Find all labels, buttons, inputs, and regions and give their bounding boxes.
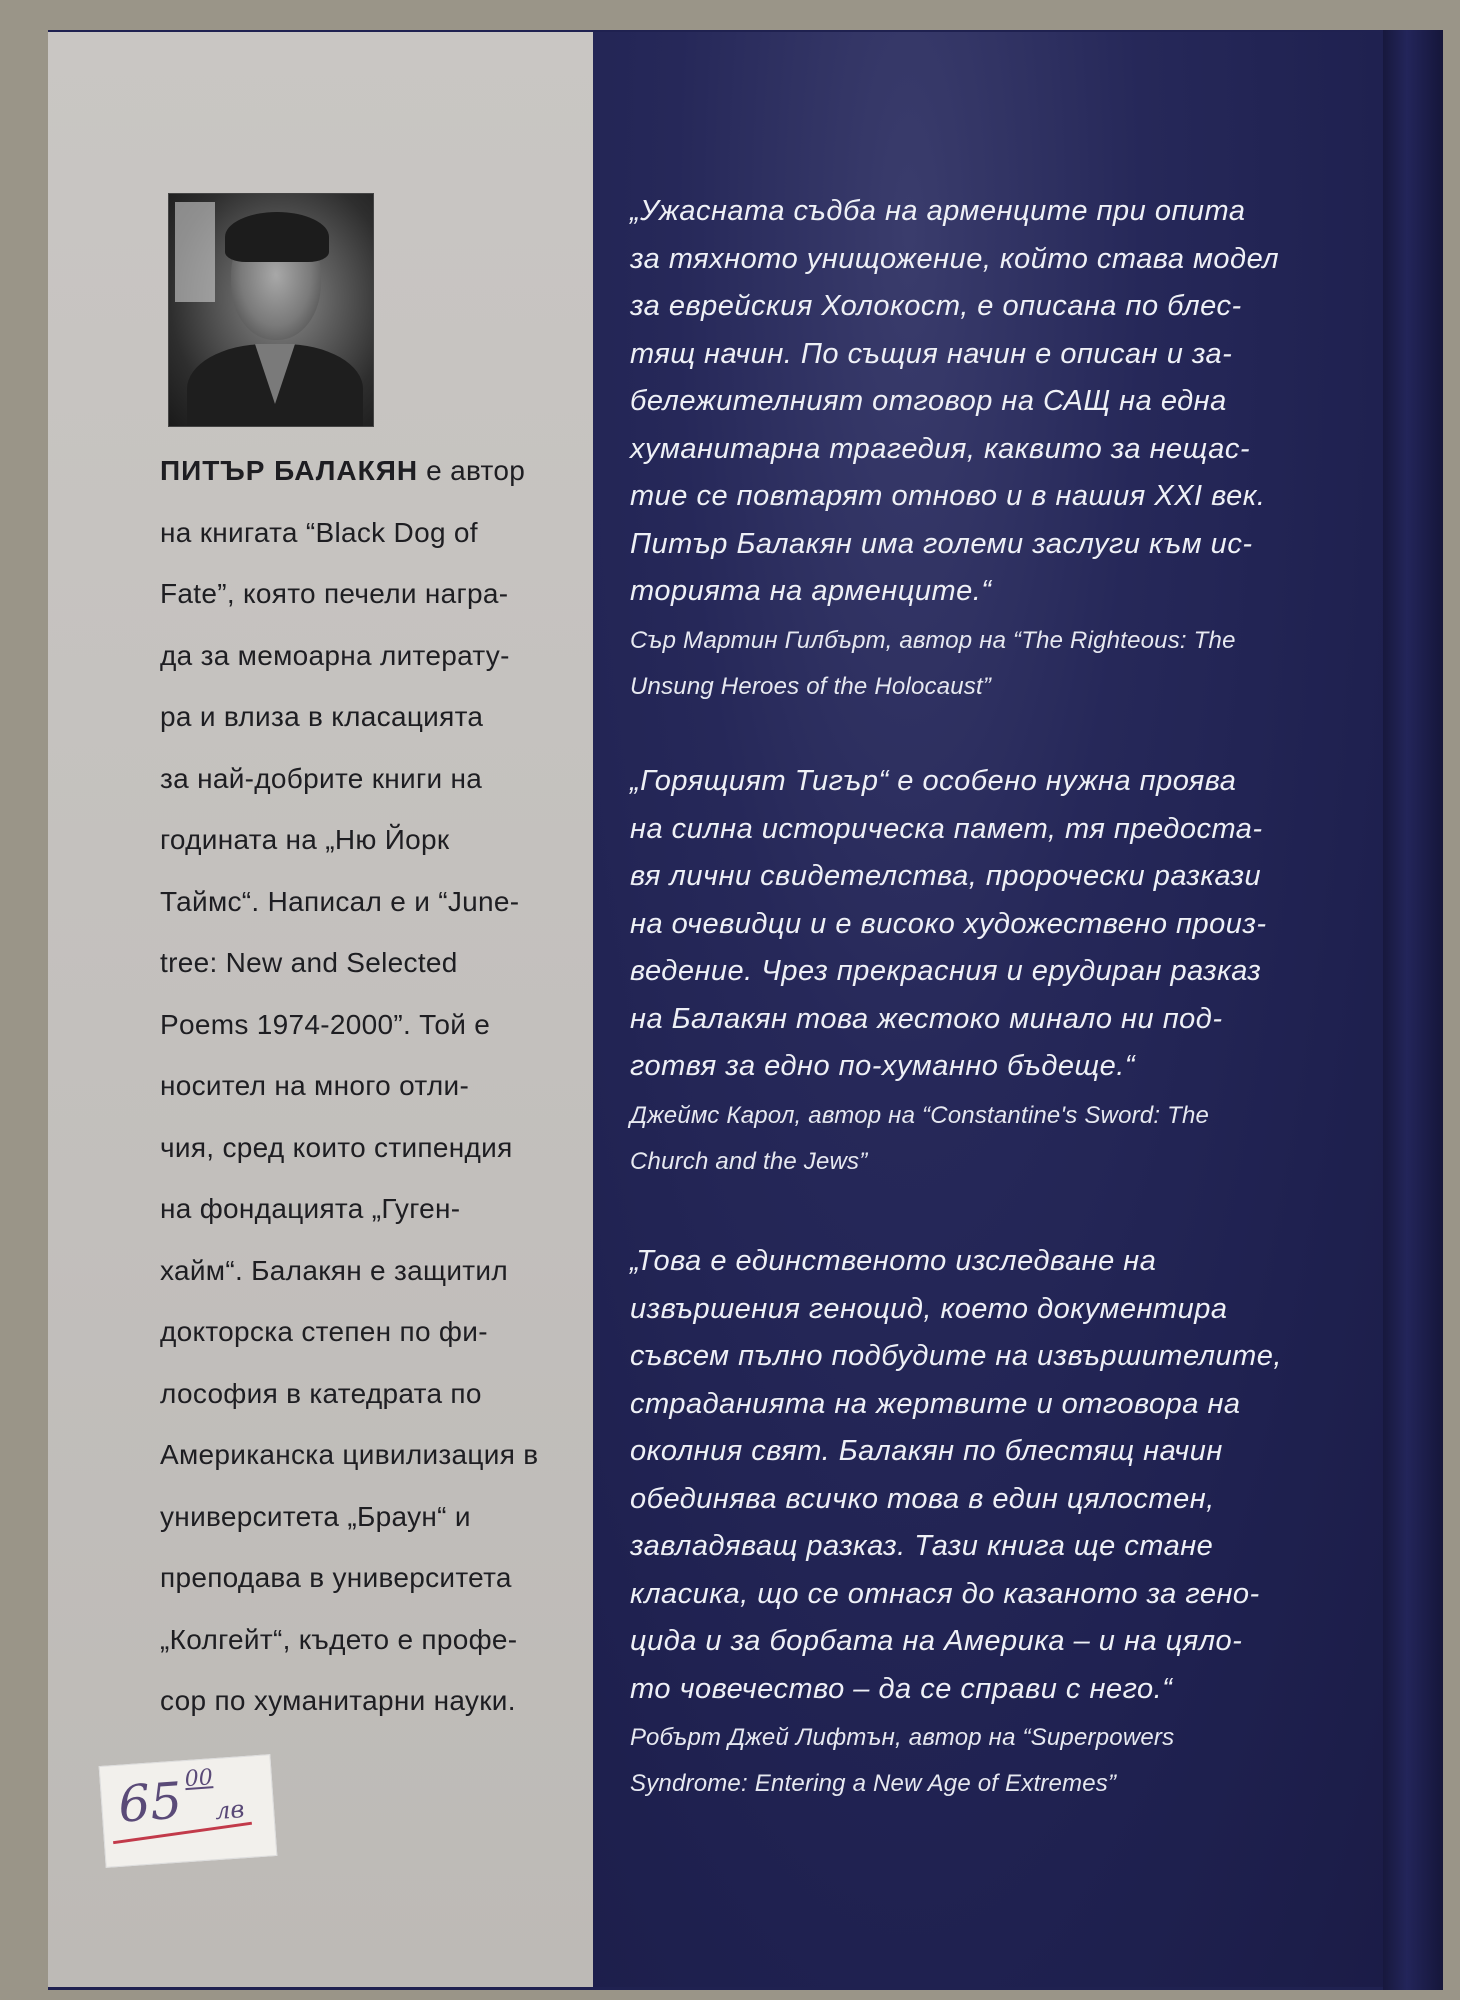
bio-line: докторска степен по фи- xyxy=(160,1316,488,1347)
quote-line: завладяващ разказ. Тази книга ще стане xyxy=(630,1530,1214,1562)
bio-line: на фондацията „Гуген- xyxy=(160,1193,461,1224)
quote-attribution: Syndrome: Entering a New Age of Extremes” xyxy=(630,1770,1117,1797)
book-spine xyxy=(1383,30,1443,1990)
quote-line: тие се повтарят отново и в нашия XXI век. xyxy=(630,480,1266,512)
quote-line: на очевидци и е високо художествено произ- xyxy=(630,907,1267,940)
bio-line: Poems 1974-2000”. Той е xyxy=(160,1008,491,1040)
quote-attribution: Робърт Джей Лифтън, автор на “Superpowers xyxy=(630,1724,1175,1751)
quote-line: вя лични свидетелства, пророчески разкази xyxy=(630,860,1262,892)
quote-line: „Ужасната съдба на арменците при опита xyxy=(630,195,1246,227)
quote-line: на Балакян това жестоко минало ни под- xyxy=(630,1002,1223,1035)
author-photo xyxy=(168,193,374,427)
photo-background-window xyxy=(175,202,215,302)
price-currency: лв xyxy=(214,1795,246,1826)
bio-line: носител на много отли- xyxy=(160,1070,470,1101)
quote-attribution: Church and the Jews” xyxy=(630,1147,868,1175)
quote-attribution: Джеймс Карол, автор на “Constantine's Sword: The xyxy=(630,1101,1210,1129)
bio-line: преподава в университета xyxy=(160,1562,512,1593)
price-cents: 00 xyxy=(183,1765,214,1793)
bio-line: „Колгейт“, където е профе- xyxy=(160,1623,518,1655)
quote-attribution: Unsung Heroes of the Holocaust” xyxy=(630,672,992,700)
quote-line: ведение. Чрез прекрасния и ерудиран разказ xyxy=(630,955,1262,987)
bio-line: да за мемоарна литерату- xyxy=(160,639,510,671)
bio-line: Американска цивилизация в xyxy=(160,1439,539,1470)
quote-attribution: Сър Мартин Гилбърт, автор на “The Righteous: The xyxy=(630,626,1236,654)
quote-line: готвя за едно по-хуманно бъдеще.“ xyxy=(630,1050,1136,1082)
author-name: ПИТЪР БАЛАКЯН xyxy=(160,455,419,486)
bio-line: на книгата “Black Dog of xyxy=(160,516,478,548)
quote-line: цида и за борбата на Америка – и на цяло- xyxy=(630,1625,1243,1657)
photo-hair xyxy=(225,212,329,262)
quote-line: „Това е единственото изследване на xyxy=(630,1245,1157,1277)
quote-line: „Горящият Тигър“ е особено нужна проява xyxy=(630,765,1237,797)
quote-line: тящ начин. По същия начин е описан и за- xyxy=(630,337,1233,370)
quote-line: съвсем пълно подбудите на извършителите, xyxy=(630,1340,1282,1372)
price-sticker xyxy=(99,1754,278,1868)
bio-line: Fate”, която печели награ- xyxy=(160,578,509,609)
bio-line: Таймс“. Написал е и “June- xyxy=(160,885,520,917)
bio-line: чия, сред които стипендия xyxy=(160,1131,513,1163)
quote-line: обединява всичко това в един цялостен, xyxy=(630,1482,1215,1515)
bio-line: ра и влиза в класацията xyxy=(160,701,484,732)
quote-line: на силна историческа памет, тя предоста- xyxy=(630,812,1263,845)
bio-line: годината на „Ню Йорк xyxy=(160,824,450,855)
quote-line: страданията на жертвите и отговора на xyxy=(630,1387,1241,1420)
quote-line: торията на арменците.“ xyxy=(630,575,992,607)
price-amount: 65 xyxy=(116,1771,184,1834)
bio-line: за най-добрите книги на xyxy=(160,762,483,794)
quote-line: класика, що се отнася до казаното за гено- xyxy=(630,1577,1260,1610)
bio-line: хайм“. Балакян е защитил xyxy=(160,1254,508,1286)
quote-line: Питър Балакян има големи заслуги към ис- xyxy=(630,527,1253,560)
quote-line: за тяхното унищожение, който става модел xyxy=(630,242,1280,275)
quote-line: за еврейския Холокост, е описана по блес- xyxy=(630,290,1242,322)
bio-line: сор по хуманитарни науки. xyxy=(160,1685,516,1716)
bio-line: университета „Браун“ и xyxy=(160,1500,471,1532)
quote-line: бележителният отговор на САЩ на една xyxy=(630,385,1227,417)
bio-line: ПИТЪР БАЛАКЯН е автор xyxy=(160,455,526,486)
bio-line: лософия в катедрата по xyxy=(160,1377,482,1409)
quote-line: то човечество – да се справи с него.“ xyxy=(630,1672,1173,1705)
quote-line: хуманитарна трагедия, каквито за нещас- xyxy=(630,432,1250,465)
quote-line: извършения геноцид, което документира xyxy=(630,1292,1228,1325)
bio-line: tree: New and Selected xyxy=(160,947,458,978)
author-bio xyxy=(160,440,560,1732)
quote-line: околния свят. Балакян по блестящ начин xyxy=(630,1435,1223,1467)
